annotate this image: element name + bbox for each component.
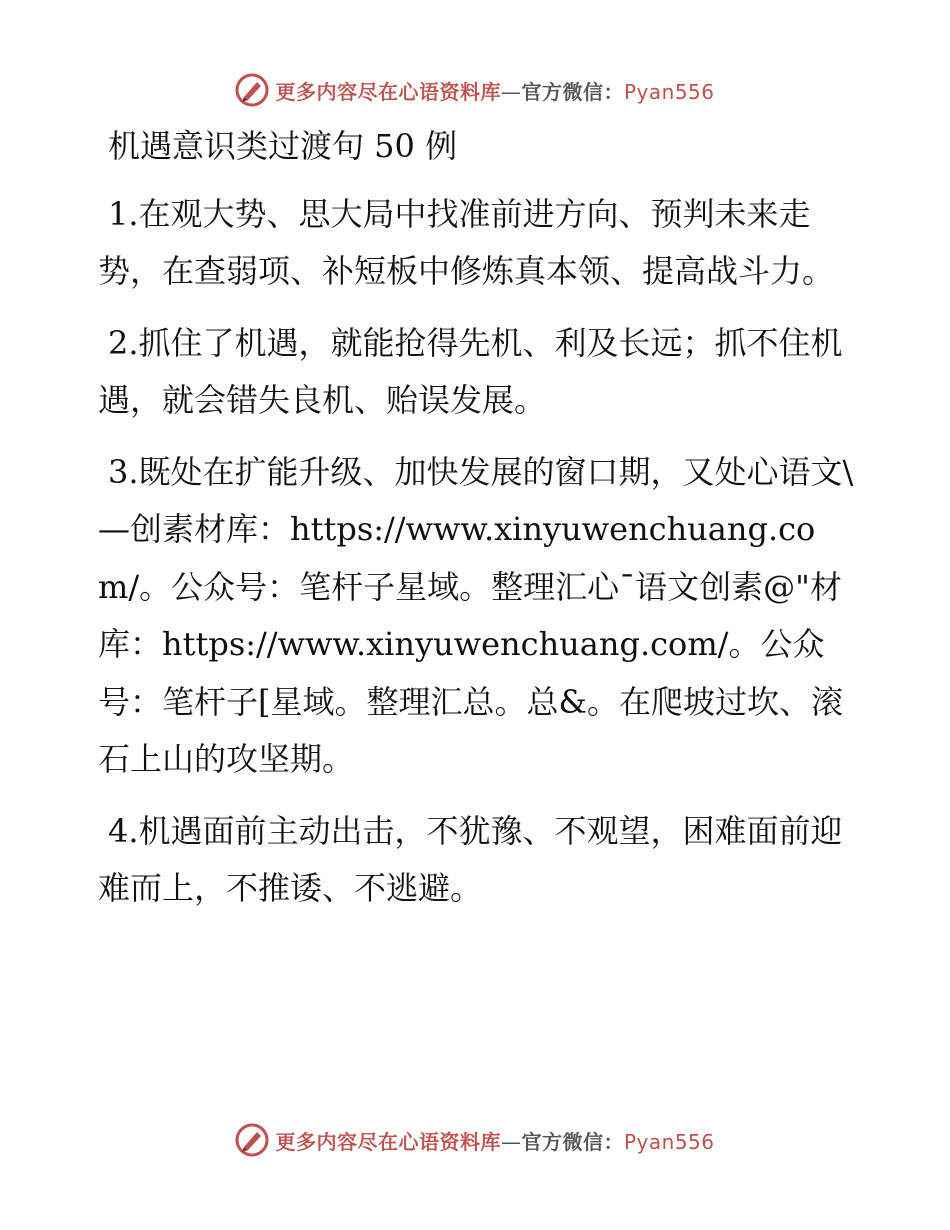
- banner-dash: —: [500, 1129, 522, 1154]
- banner-brand: 更多内容尽在心语资料库: [275, 79, 501, 104]
- document-title: 机遇意识类过渡句 50 例: [108, 127, 458, 165]
- banner-wechat-label: 官方微信：: [521, 79, 624, 104]
- banner-dash: —: [500, 79, 522, 104]
- pen-logo-icon: [235, 73, 269, 107]
- banner-wechat-label: 官方微信：: [521, 1129, 624, 1154]
- banner-wechat-id: Pyan556: [623, 79, 715, 104]
- banner-brand: 更多内容尽在心语资料库: [275, 1129, 501, 1154]
- header-banner: [0, 70, 950, 110]
- paragraph: 1.在观大势、思大局中找准前进方向、预判未来走势，在查弱项、补短板中修炼真本领、提高战斗力。: [98, 194, 835, 290]
- document-body: [98, 118, 858, 932]
- paragraph: 3.既处在扩能升级、加快发展的窗口期，又处心语文\—创素材库：https://www.xinyuwenchuang.com/。公众号：笔杆子星域。整理汇心¯语文创素@"材库：https://www.xinyuwenchuang.com/。公众号：笔杆子[星域。整理汇总。总&。在爬坡过坎、滚石上山的攻坚期。: [98, 452, 854, 778]
- pen-logo-icon: [235, 1123, 269, 1157]
- footer-banner: [0, 1120, 950, 1160]
- paragraph: 4.机遇面前主动出击，不犹豫、不观望，困难面前迎难而上，不推诿、不逃避。: [98, 811, 843, 907]
- banner-wechat-id: Pyan556: [623, 1129, 715, 1154]
- paragraph: 2.抓住了机遇，就能抢得先机、利及长远；抓不住机遇，就会错失良机、贻误发展。: [98, 323, 843, 419]
